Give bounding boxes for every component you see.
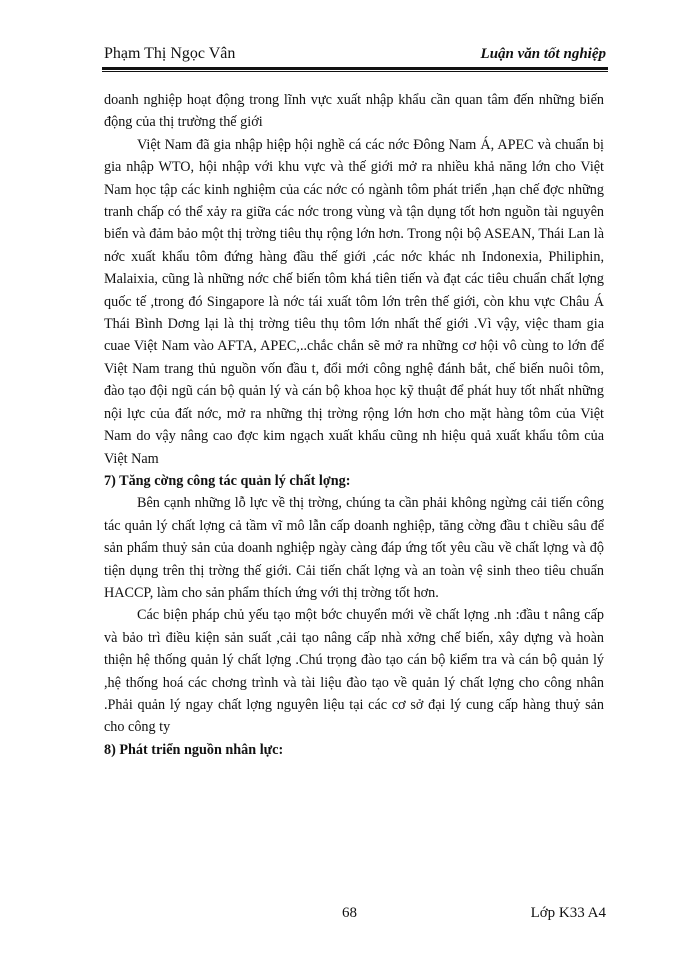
footer-class-label: Lớp K33 A4 xyxy=(530,905,606,921)
paragraph-continuation: doanh nghiệp hoạt động trong lĩnh vực xuất nhập khẩu cần quan tâm đến những biến động của thị trường thế giới xyxy=(104,92,604,131)
paragraph-quality-measures: Các biện pháp chủ yếu tạo một bớc chuyển mới về chất lợng .nh :đầu t nâng cấp và bảo trì điều kiện sản suất ,cải tạo nâng cấp nhà xởng chế biến, xây dựng và hoàn thiện hệ thống quản lý chất lợng .Chú trọng đào tạo cán bộ kiểm tra và cán bộ quản lý ,hệ thống hoá các chơng trình và tài liệu đào tạo về quản lý chất lợng cho công nhân .Phải quản lý ngay chất lợng nguyên liệu tại các cơ sở đại lý cung cấp hàng thuỷ sản cho công ty xyxy=(104,607,604,736)
section-heading-8: 8) Phát triển nguồn nhân lực: xyxy=(104,741,284,758)
header-document-type: Luận văn tốt nghiệp xyxy=(480,46,606,62)
paragraph-quality-improvement: Bên cạnh những lỗ lực về thị trờng, chúng ta cần phải không ngừng cải tiến công tác quản lý chất lợng cả tầm vĩ mô lẫn cấp doanh nghiệp, tăng cờng đầu t chiều sâu để sản phẩm thuỷ sản của doanh nghiệp ngày càng đáp ứng tốt yêu cầu về chất lợng và độ tiện dụng trên thị trờng thế giới. Cải tiến chất lợng và an toàn vệ sinh theo tiêu chuẩn HACCP, làm cho sản phẩm thích ứng với thị trờng tốt hơn. xyxy=(104,495,604,601)
page-body xyxy=(104,89,604,761)
section-heading-7: 7) Tăng cờng công tác quản lý chất lợng: xyxy=(104,472,351,489)
header-author: Phạm Thị Ngọc Vân xyxy=(104,45,236,62)
paragraph-vietnam-integration: Việt Nam đã gia nhập hiệp hội nghề cá các nớc Đông Nam Á, APEC và chuẩn bị gia nhập WTO, hội nhập với khu vực và thế giới mở ra nhiều khả năng lớn cho Việt Nam học tập các kinh nghiệm của các nớc có ngành tôm phát triển ,hạn chế đợc những tranh chấp có thể xảy ra giữa các nớc trong vùng và tận dụng tốt hơn nguồn tài nguyên biển và đảm bảo một thị trờng tiêu thụ rộng lớn hơn. Trong nội bộ ASEAN, Thái Lan là nớc xuất khẩu tôm đứng hàng đầu thế giới ,các nớc khác nh Indonexia, Philiphin, Malaixia, cũng là những nớc chế biến tôm khá tiên tiến và đạt các tiêu chuẩn chất lợng quốc tế ,trong đó Singapore là nớc tái xuất tôm lớn trên thế giới, còn khu vực Châu Á Thái Bình Dơng lại là thị trờng tiêu thụ tôm lớn nhất thế giới .Vì vậy, việc tham gia cuae Việt Nam vào AFTA, APEC,..chắc chắn sẽ mở ra những cơ hội vô cùng to lớn để Việt Nam trang thủ nguồn vốn đầu t, đổi mới công nghệ đánh bắt, chế biến nuôi tôm, đào tạo đội ngũ cán bộ quản lý và cán bộ khoa học kỹ thuật để phát huy tốt nhất những nội lực của đất nớc, mở ra những thị trờng rộng lớn hơn cho mặt hàng tôm của Việt Nam do vậy nâng cao đợc kim ngạch xuất khẩu cũng nh hiệu quả xuất khẩu tôm của Việt Nam xyxy=(104,136,604,467)
page-footer xyxy=(104,905,606,927)
page-number: 68 xyxy=(342,905,357,921)
header-divider xyxy=(102,67,608,72)
